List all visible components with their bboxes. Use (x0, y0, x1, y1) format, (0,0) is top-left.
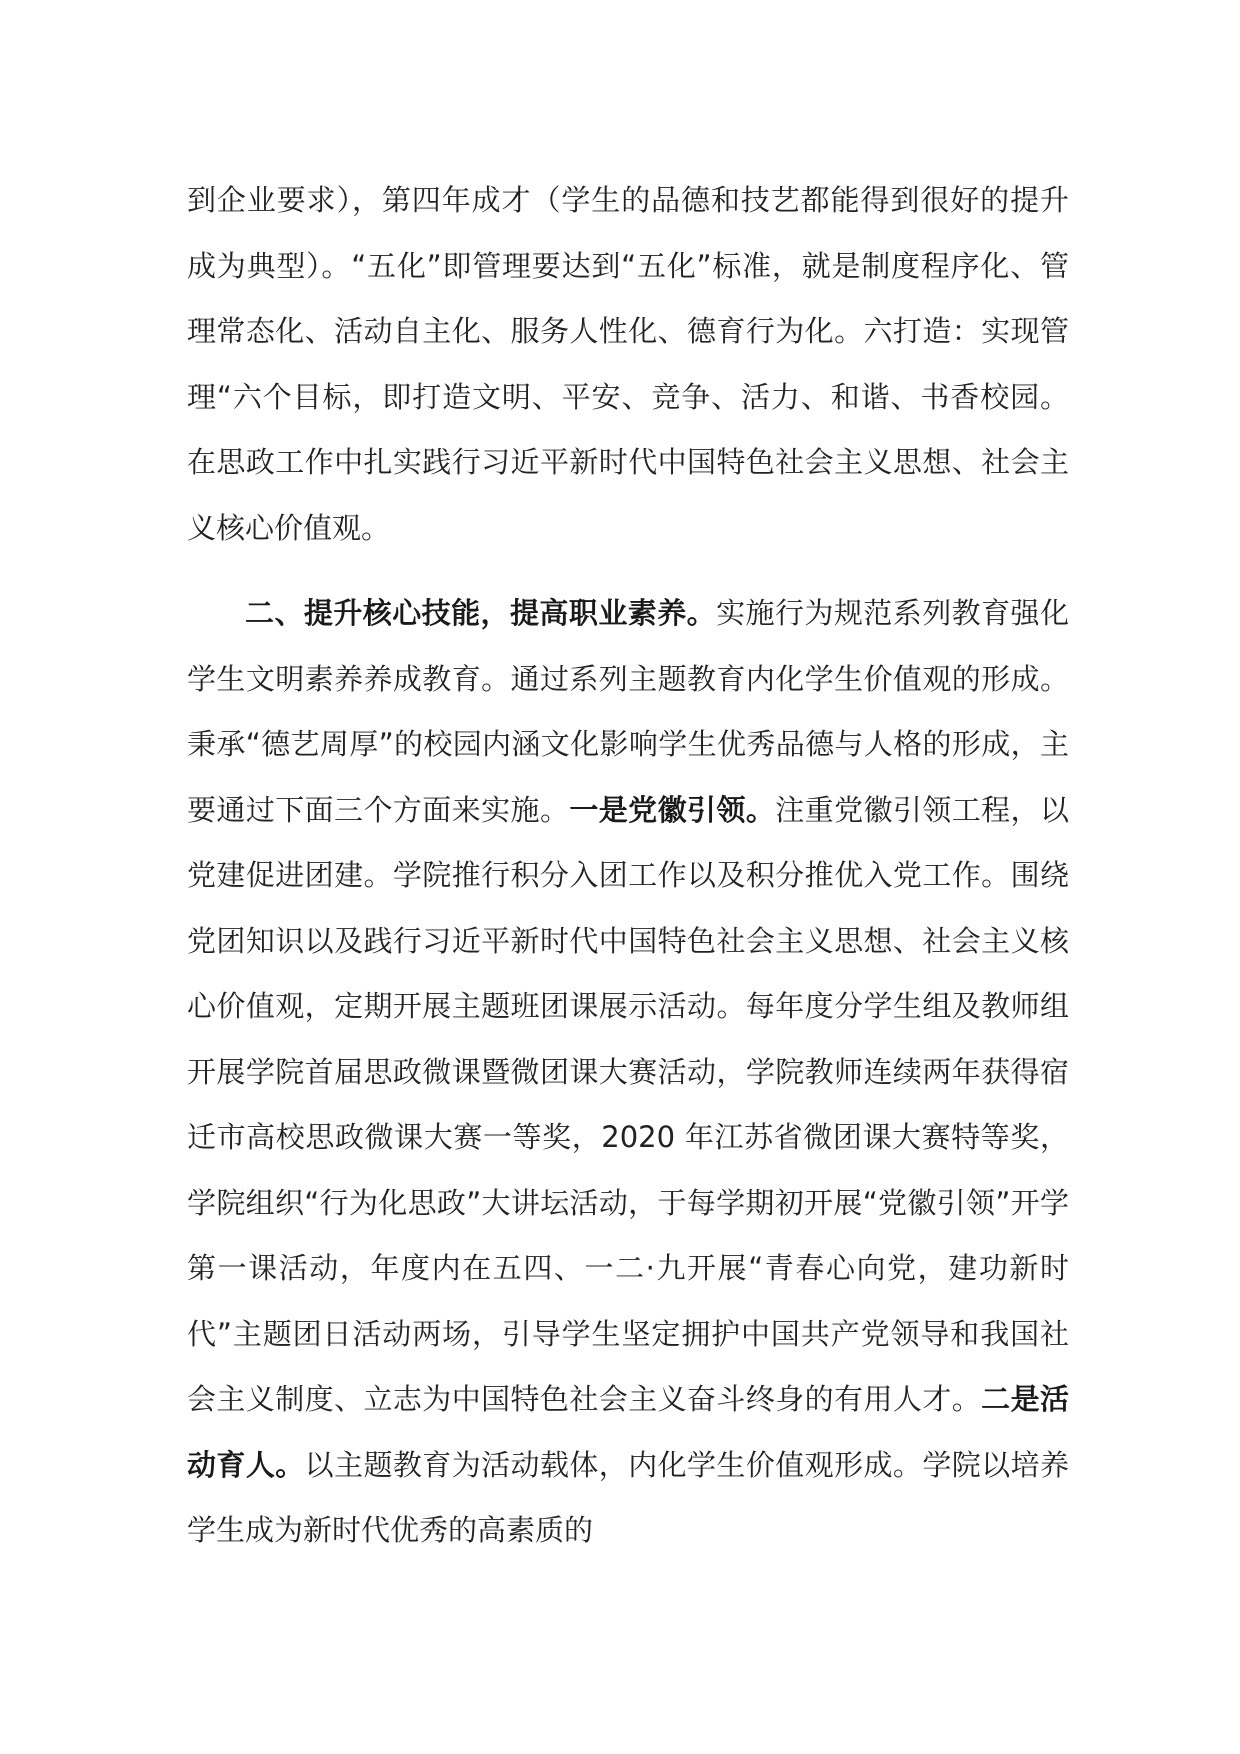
paragraph-2-text-2: 注重党徽引领工程，以党建促进团建。学院推行积分入团工作以及积分推优入党工作。围绕党团知识以及践行习近平新时代中国特色社会主义思想、社会主义核心价值观，定期开展主题班团课展示活动。每年度分学生组及教师组开展学院首届思政微课暨微团课大赛活动，学院教师连续两年获得宿迁市高校思政微课大赛一等奖，2020 年江苏省微团课大赛特等奖，学院组织“行为化思政”大讲坛活动，于每学期初开展“党徽引领”开学第一课活动，年度内在五四、一二·九开展“青春心向党，建功新时代”主题团日活动两场，引导学生坚定拥护中国共产党领导和我国社会主义制度、立志为中国特色社会主义奋斗终身的有用人才。 (187, 792, 1069, 1416)
paragraph-2 (187, 581, 1069, 1564)
paragraph-2-text-1: 实施行为规范系列教育强化学生文明素养养成教育。通过系列主题教育内化学生价值观的形成。秉承“德艺周厚”的校园内涵文化影响学生优秀品德与人格的形成，主要通过下面三个方面来实施。 (187, 596, 1069, 827)
paragraph-2-text-3: 以主题教育为活动载体，内化学生价值观形成。学院以培养学生成为新时代优秀的高素质的 (187, 1447, 1069, 1547)
section-heading: 二、提升核心技能，提高职业素养。 (245, 596, 717, 630)
point-2-heading: 二是活动育人。 (187, 1382, 1069, 1482)
document-page (187, 168, 1069, 1564)
point-1-heading: 一是党徽引领。 (569, 792, 776, 827)
paragraph-1: 到企业要求），第四年成才（学生的品德和技艺都能得到很好的提升成为典型）。“五化”即管理要达到“五化”标准，就是制度程序化、管理常态化、活动自主化、服务人性化、德育行为化。六打造：实现管理“六个目标，即打造文明、平安、竞争、活力、和谐、书香校园。在思政工作中扎实践行习近平新时代中国特色社会主义思想、社会主义核心价值观。 (187, 183, 1069, 545)
